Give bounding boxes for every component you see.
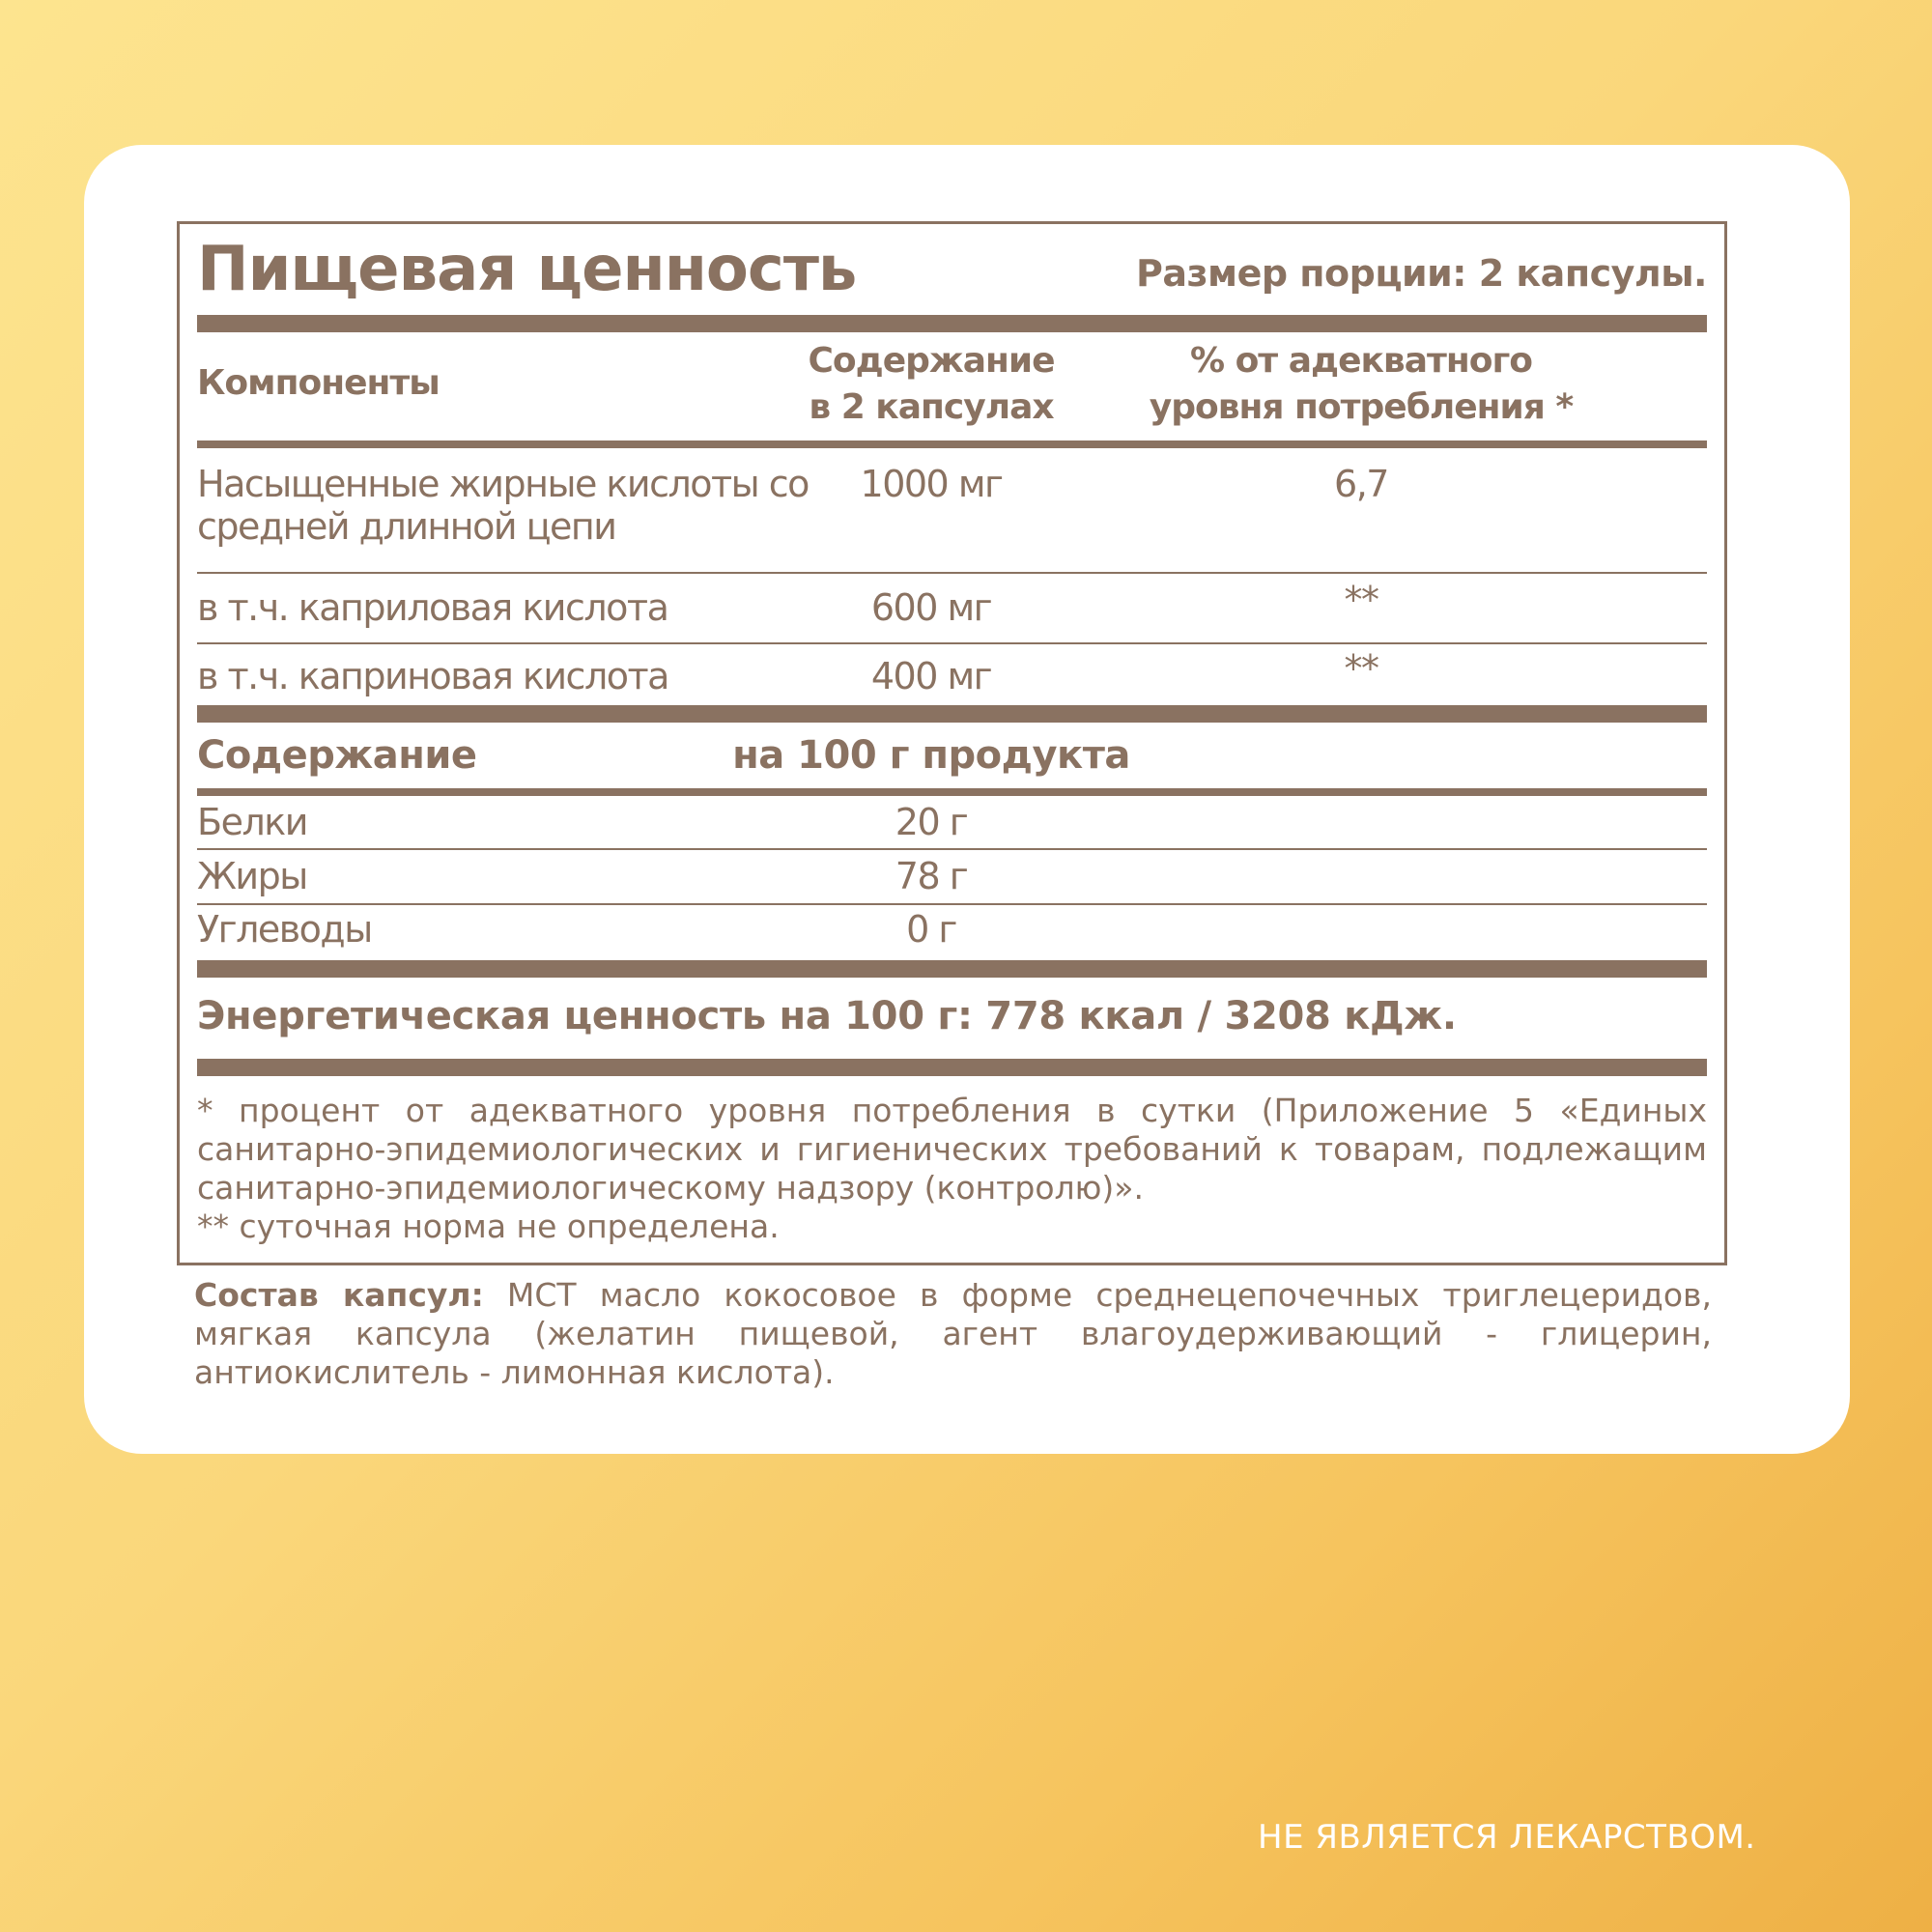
energy-row — [197, 978, 1707, 1059]
divider-thick — [197, 705, 1707, 723]
table-row — [197, 644, 1707, 705]
row-name: в т.ч. каприновая кислота — [197, 655, 668, 697]
disclaimer: НЕ ЯВЛЯЕТСЯ ЛЕКАРСТВОМ. — [1258, 1818, 1756, 1857]
composition-text: МСТ масло кокосовое в форме среднецепочечных триглецеридов, мягкая капсула (желатин пищевой, агент влагоудерживающий - глицерин, антиокислитель - лимонная кислота). — [194, 1276, 1712, 1391]
table-row — [197, 905, 1707, 960]
per100-header — [197, 723, 1707, 788]
row-name: Насыщенные жирные кислоты со средней длинной цепи — [197, 463, 809, 548]
table-row — [197, 850, 1707, 903]
per100-label: Содержание — [197, 733, 477, 778]
nutrient-name: Жиры — [197, 855, 307, 897]
row-amount: 400 мг — [870, 655, 992, 697]
nutrient-name: Углеводы — [197, 908, 372, 951]
nutrient-value: 78 г — [895, 855, 968, 897]
table-header — [197, 332, 1707, 440]
title-row — [197, 224, 1707, 315]
table-row — [197, 796, 1707, 848]
divider-thick — [197, 960, 1707, 978]
footnote-not-defined: ** суточная норма не определена. — [197, 1208, 780, 1245]
table-row — [197, 574, 1707, 642]
portion-size: Размер порции: 2 капсулы. — [1135, 252, 1707, 295]
divider-medium — [197, 788, 1707, 796]
row-percent: ** — [1344, 647, 1378, 690]
divider-thick — [197, 315, 1707, 332]
nutrient-value: 0 г — [906, 908, 956, 951]
row-percent: 6,7 — [1334, 463, 1388, 505]
energy-value: Энергетическая ценность на 100 г: 778 ккал / 3208 кДж. — [197, 994, 1457, 1038]
per100-sublabel: на 100 г продукта — [732, 733, 1130, 778]
row-amount: 1000 мг — [860, 463, 1003, 505]
nutrient-name: Белки — [197, 801, 307, 843]
nutrient-value: 20 г — [895, 801, 968, 843]
header-percent: % от адекватного уровня потребления * — [1149, 341, 1574, 427]
row-name: в т.ч. каприловая кислота — [197, 586, 668, 629]
nutrition-card — [84, 145, 1850, 1454]
header-content: Содержание в 2 капсулах — [808, 341, 1055, 427]
nutrition-table — [177, 221, 1727, 1265]
divider-thick — [197, 1059, 1707, 1076]
table-title: Пищевая ценность — [197, 234, 857, 305]
composition-label: Состав капсул: — [194, 1276, 484, 1314]
footnote-adequate-level: * процент от адекватного уровня потребления в сутки (Приложение 5 «Единых санитарно-эпидемиологических и гигиенических требований к товарам, подлежащим санитарно-эпидемиологическому надзору (контролю)». — [197, 1092, 1707, 1207]
row-percent: ** — [1344, 579, 1378, 621]
divider-medium — [197, 440, 1707, 448]
header-components: Компоненты — [197, 363, 440, 403]
table-row — [197, 448, 1707, 572]
row-amount: 600 мг — [870, 586, 992, 629]
capsule-composition — [194, 1276, 1712, 1392]
